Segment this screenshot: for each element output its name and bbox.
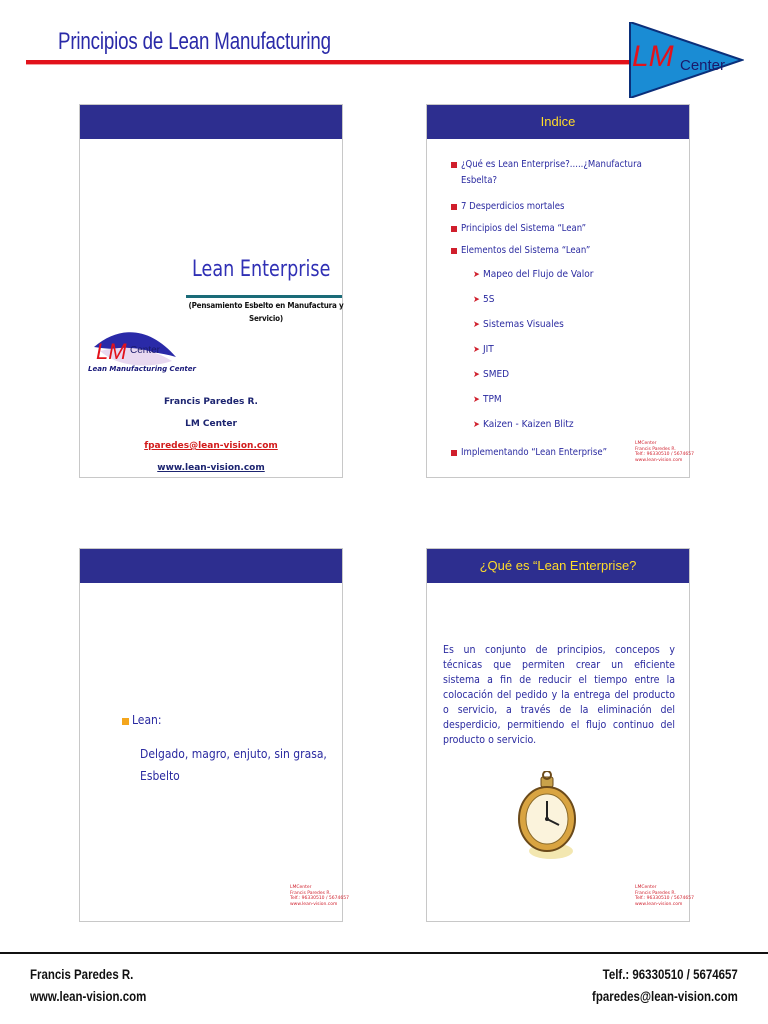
list-item: ¿Qué es Lean Enterprise?.....¿Manufactura [451, 157, 675, 173]
subtitle-line-2: Servicio) [249, 314, 283, 323]
slide-header-bar [80, 105, 342, 139]
slide-footer-note: LMCenter Francis Paredes R. Telf.: 96330510 / 5674657 www.lean-vision.com [635, 885, 694, 907]
list-item-continued: Esbelta? [461, 175, 498, 186]
bullet-square-icon [122, 718, 129, 725]
slide-indice [426, 104, 694, 478]
definition-paragraph: Es un conjunto de principios, concepos y técnicas que permiten crear un eficiente sistema a fin de reducir el tiempo entre la colocación del pedido y la entrega del producto o servicio, a través de la eliminación del desperdicio, permitiendo el flujo continuo del producto o servicio. [443, 644, 675, 746]
list-item: 7 Desperdicios mortales [451, 199, 675, 215]
list-item: Elementos del Sistema “Lean” [451, 243, 675, 259]
website-link[interactable]: www.lean-vision.com [157, 463, 265, 473]
slide-header-bar: Indice [427, 105, 689, 139]
org-name: LM Center [185, 419, 237, 429]
slide-header-bar: ¿Qué es “Lean Enterprise? [427, 549, 689, 583]
footer-rule [0, 952, 768, 954]
arrow-bullet-icon: ➤ [473, 270, 480, 280]
arrow-bullet-icon: ➤ [473, 345, 480, 355]
slide-title: Lean Enterprise [192, 257, 331, 282]
author-email-link[interactable]: fparedes@lean-vision.com [144, 441, 278, 451]
bullet-square-icon [451, 248, 457, 254]
bullet-square-icon [451, 226, 457, 232]
page-title: Principios de Lean Manufacturing [58, 28, 331, 55]
sub-list-item: ➤ JIT [473, 342, 494, 358]
mini-logo-center: Center [130, 345, 161, 356]
slide-que-es-lean [426, 548, 694, 922]
arrow-bullet-icon: ➤ [473, 395, 480, 405]
sub-list-item: ➤ Sistemas Visuales [473, 317, 564, 333]
stopwatch-icon [513, 771, 583, 867]
logo-lm-text: LM [632, 40, 674, 73]
bullet-square-icon [451, 450, 457, 456]
subtitle-line-1: (Pensamiento Esbelto en Manufactura y [188, 301, 344, 310]
sub-list-item: ➤ TPM [473, 392, 502, 408]
bullet-square-icon [451, 204, 457, 210]
slide-subtitle [180, 299, 352, 325]
lean-bullet: Lean: [132, 713, 162, 727]
arrow-bullet-icon: ➤ [473, 420, 480, 430]
sub-list-item: ➤ SMED [473, 367, 509, 383]
sub-list-item: ➤ Kaizen - Kaizen Blitz [473, 417, 574, 433]
slide-footer-note: LMCenter Francis Paredes R. Telf.: 96330510 / 5674657 www.lean-vision.com [290, 885, 349, 907]
header-rule-shadow [26, 64, 716, 65]
footer-author: Francis Paredes R. [30, 966, 134, 982]
arrow-bullet-icon: ➤ [473, 320, 480, 330]
arrow-bullet-icon: ➤ [473, 295, 480, 305]
arrow-bullet-icon: ➤ [473, 370, 480, 380]
footer-phone: Telf.: 96330510 / 5674657 [602, 966, 738, 982]
slide-header-bar [80, 549, 342, 583]
slide-lean-definition [79, 548, 349, 922]
lm-center-logo [624, 22, 744, 98]
mini-logo-lm: LM [96, 339, 127, 364]
footer-email[interactable]: fparedes@lean-vision.com [592, 988, 738, 1004]
lean-definition [140, 743, 330, 787]
slide-footer-note: LMCenter Francis Paredes R. Telf.: 96330510 / 5674657 www.lean-vision.com [635, 441, 694, 463]
list-item: Implementando “Lean Enterprise” [451, 445, 621, 461]
list-item: Principios del Sistema “Lean” [451, 221, 675, 237]
slide-lean-enterprise [79, 104, 343, 478]
definition-line-1: Delgado, magro, enjuto, sin grasa, [140, 747, 327, 761]
bullet-square-icon [451, 162, 457, 168]
sub-list-item: ➤ 5S [473, 292, 494, 308]
sub-list-item: ➤ Mapeo del Flujo de Valor [473, 267, 593, 283]
footer-website[interactable]: www.lean-vision.com [30, 988, 147, 1004]
definition-line-2: Esbelto [140, 769, 180, 783]
author-name: Francis Paredes R. [164, 397, 258, 407]
title-underline [186, 295, 342, 298]
logo-center-text: Center [680, 57, 726, 74]
logo-caption: Lean Manufacturing Center [88, 365, 196, 373]
